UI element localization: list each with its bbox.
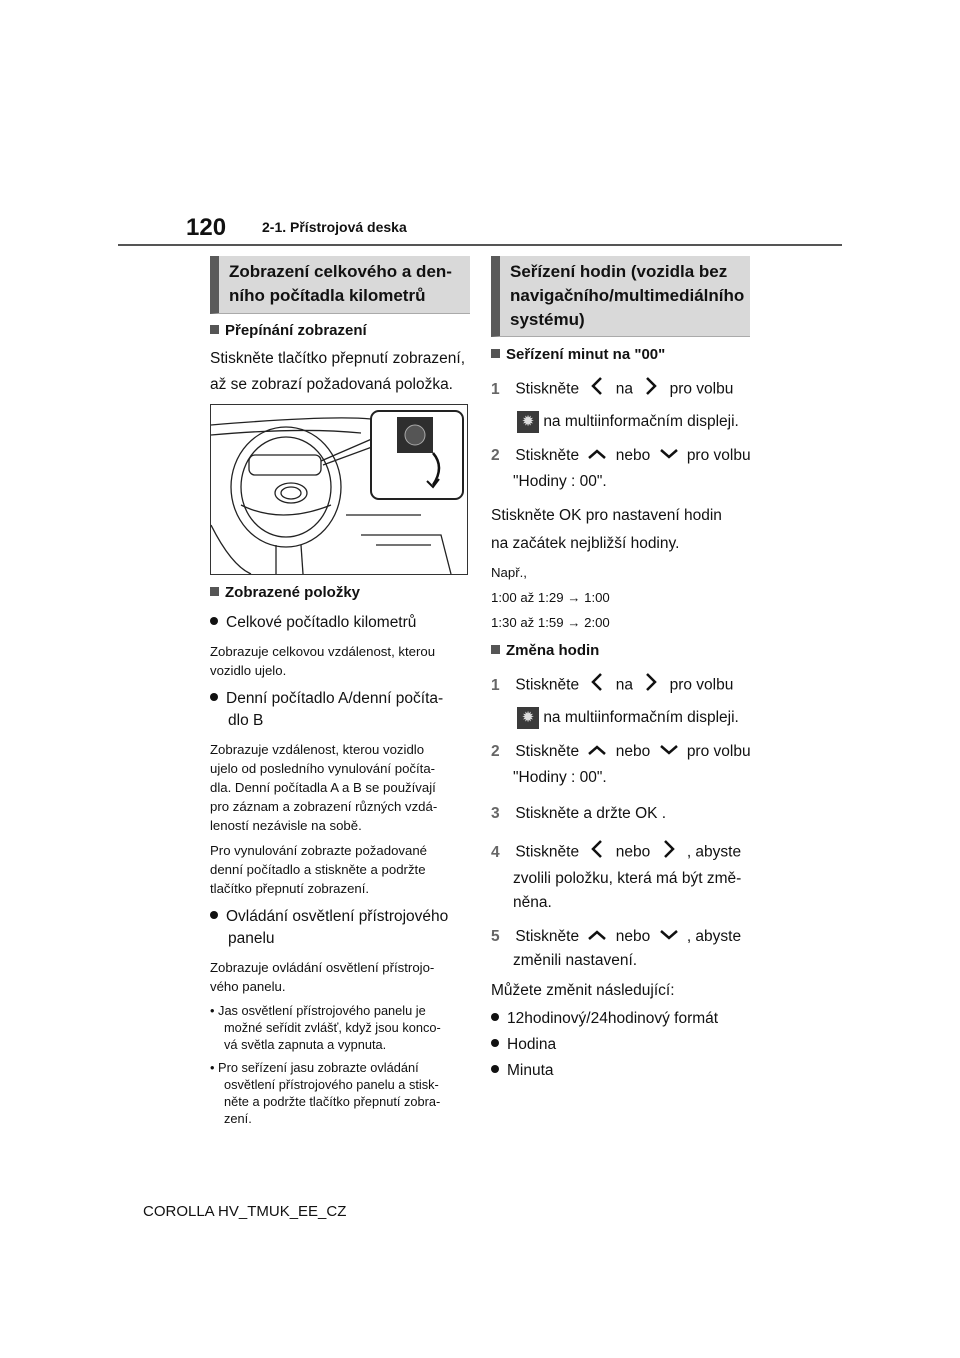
step-text: Stiskněte a držte OK . xyxy=(515,805,667,823)
list-item xyxy=(491,1034,759,1056)
square-bullet-icon xyxy=(210,325,219,334)
step-text: nebo xyxy=(615,447,651,465)
subheading-displayed-items-text: Zobrazené položky xyxy=(225,584,361,601)
trip-reset-line: Pro vynulování zobrazte požadované xyxy=(210,843,428,858)
example-label: Např., xyxy=(491,565,527,581)
trip-reset-line: tlačítko přepnutí zobrazení. xyxy=(210,881,370,896)
ok-paragraph-2: na začátek nejbližší hodiny. xyxy=(491,535,680,553)
right-column xyxy=(491,344,759,1082)
list-item-text: Minuta xyxy=(507,1062,554,1080)
subheading-set-minutes-text: Seřízení minut na "00" xyxy=(506,346,666,363)
right-heading-line2: navigačního/multimediálního xyxy=(510,286,745,305)
trip-desc xyxy=(210,740,472,835)
trip-desc-line: ujelo od posledního vynulování počíta- xyxy=(210,761,436,776)
change-step-4-line2: zvolili položku, která má být změ- xyxy=(513,870,742,888)
paragraph-switch-1: Stiskněte tlačítko přepnutí zobrazení, xyxy=(210,350,466,367)
note-line: vá světla zapnuta a vypnuta. xyxy=(224,1037,387,1052)
gear-icon: ✹ xyxy=(517,707,539,729)
bullet-icon xyxy=(210,911,218,919)
footer-model: COROLLA HV_TMUK_EE_CZ xyxy=(143,1203,347,1220)
right-heading xyxy=(491,256,750,337)
bullet-trip-meter-text: Denní počítadlo A/denní počíta- xyxy=(226,690,444,707)
chevron-up-icon xyxy=(583,445,611,467)
chevron-left-icon xyxy=(583,839,611,866)
list-item-text: Hodina xyxy=(507,1036,557,1054)
step-number: 1 xyxy=(491,380,500,398)
note-adjust: • Pro seřízení jasu zobrazte ovládání osvětlení přístrojového panelu a stisk- něte a podržte tlačítko přepnutí zobra- zení. xyxy=(210,1059,472,1127)
step-text: pro volbu xyxy=(686,743,751,761)
right-heading-line3: systému) xyxy=(510,310,585,329)
step-number: 4 xyxy=(491,843,500,861)
chevron-right-icon xyxy=(655,839,683,866)
paragraph-switch-2: až se zobrazí požadovaná položka. xyxy=(210,376,453,393)
chevron-down-icon xyxy=(655,926,683,948)
step-text: Stiskněte xyxy=(515,676,580,694)
gear-icon: ✹ xyxy=(517,411,539,433)
step-text: Stiskněte xyxy=(515,447,580,465)
bullet-icon xyxy=(210,693,218,701)
step-number: 2 xyxy=(491,447,500,465)
step-text: pro volbu xyxy=(669,676,734,694)
trip-desc-line: pro záznam a zobrazení různých vzdá- xyxy=(210,799,438,814)
square-bullet-icon xyxy=(491,645,500,654)
step-text: na multiinformačním displeji. xyxy=(543,709,739,727)
bullet-icon xyxy=(491,1065,499,1073)
subheading-displayed-items xyxy=(210,582,472,604)
step-2 xyxy=(491,445,759,467)
step-number: 3 xyxy=(491,805,500,823)
step-text: nebo xyxy=(615,928,651,946)
page-number: 120 xyxy=(186,214,227,241)
odometer-desc-1: Zobrazuje celkovou vzdálenost, kterou xyxy=(210,644,436,659)
illumination-desc-2: vého panelu. xyxy=(210,979,286,994)
bullet-illumination xyxy=(210,906,472,928)
left-column xyxy=(210,320,472,396)
trip-desc-line: dla. Denní počítadla A a B se používají xyxy=(210,780,436,795)
bullet-icon xyxy=(210,617,218,625)
change-step-5-line2: změnili nastavení. xyxy=(513,952,638,970)
step-text: nebo xyxy=(615,843,651,861)
bullet-illumination-text-2: panelu xyxy=(228,930,275,947)
list-item-text: 12hodinový/24hodinový formát xyxy=(507,1010,719,1028)
bullet-illumination-text: Ovládání osvětlení přístrojového xyxy=(226,908,449,925)
change-step-1-line2 xyxy=(491,707,759,729)
bullet-odometer-text: Celkové počítadlo kilometrů xyxy=(226,614,417,631)
change-step-2 xyxy=(491,741,759,763)
step-1-line2 xyxy=(491,411,759,433)
chevron-left-icon xyxy=(583,376,611,403)
dashboard-drawing xyxy=(211,405,467,574)
chevron-right-icon xyxy=(637,376,665,403)
step-text: pro volbu xyxy=(686,447,751,465)
note-line: Jas osvětlení přístrojového panelu je xyxy=(218,1003,426,1018)
bullet-trip-meter xyxy=(210,688,472,710)
step-text: , abyste xyxy=(686,843,742,861)
chevron-up-icon xyxy=(583,926,611,948)
trip-desc-line: Zobrazuje vzdálenost, kterou vozidlo xyxy=(210,742,425,757)
odometer-desc-2: vozidlo ujelo. xyxy=(210,663,287,678)
note-line: osvětlení přístrojového panelu a stisk- xyxy=(224,1077,439,1092)
bullet-icon xyxy=(491,1039,499,1047)
bullet-icon xyxy=(491,1013,499,1021)
step-number: 2 xyxy=(491,743,500,761)
step-text: Stiskněte xyxy=(515,743,580,761)
step-1 xyxy=(491,376,759,403)
note-line: Pro seřízení jasu zobrazte ovládání xyxy=(218,1060,419,1075)
note-line: zení. xyxy=(224,1111,252,1126)
list-item xyxy=(491,1008,759,1030)
example-1: 1:00 až 1:29 → 1:00 xyxy=(491,590,610,606)
step-text: Stiskněte xyxy=(515,928,580,946)
illumination-desc-1: Zobrazuje ovládání osvětlení přístrojo- xyxy=(210,960,435,975)
step-number: 1 xyxy=(491,676,500,694)
section-title: 2-1. Přístrojová deska xyxy=(262,219,407,235)
chevron-right-icon xyxy=(637,672,665,699)
subheading-set-minutes xyxy=(491,344,759,366)
subheading-change-clock-text: Změna hodin xyxy=(506,642,600,660)
square-bullet-icon xyxy=(210,587,219,596)
step-text: na xyxy=(615,380,633,398)
step-text: Stiskněte xyxy=(515,843,580,861)
step-text: Stiskněte xyxy=(515,380,580,398)
bullet-odometer xyxy=(210,612,472,634)
step-2-line2: "Hodiny : 00". xyxy=(513,473,607,491)
changeable-intro: Můžete změnit následující: xyxy=(491,982,675,1000)
example-2: 1:30 až 1:59 → 2:00 xyxy=(491,615,610,631)
right-heading-line1: Seřízení hodin (vozidla bez xyxy=(510,262,728,281)
change-step-4 xyxy=(491,839,759,866)
step-text: , abyste xyxy=(686,928,742,946)
ok-paragraph-1: Stiskněte OK pro nastavení hodin xyxy=(491,507,722,525)
chevron-down-icon xyxy=(655,741,683,763)
left-heading xyxy=(210,256,470,314)
step-text: na xyxy=(615,676,633,694)
chevron-left-icon xyxy=(583,672,611,699)
subheading-display-switch xyxy=(210,320,472,342)
chevron-down-icon xyxy=(655,445,683,467)
change-step-2-line2: "Hodiny : 00". xyxy=(513,769,607,787)
step-number: 5 xyxy=(491,928,500,946)
list-item xyxy=(491,1060,759,1082)
header-rule xyxy=(118,244,842,246)
change-step-3 xyxy=(491,803,759,825)
bullet-trip-meter-text-2: dlo B xyxy=(228,712,264,729)
left-heading-line1: Zobrazení celkového a den- xyxy=(229,262,452,281)
subheading-display-switch-text: Přepínání zobrazení xyxy=(225,322,367,339)
left-column-items xyxy=(210,582,472,1127)
change-step-1 xyxy=(491,672,759,699)
chevron-up-icon xyxy=(583,741,611,763)
square-bullet-icon xyxy=(491,349,500,358)
note-line: možné seřídit zvlášť, když jsou konco- xyxy=(224,1020,441,1035)
note-line: něte a podržte tlačítko přepnutí zobra- xyxy=(224,1094,441,1109)
trip-reset-line: denní počítadlo a stiskněte a podržte xyxy=(210,862,426,877)
step-text: pro volbu xyxy=(669,380,734,398)
left-heading-line2: ního počítadla kilometrů xyxy=(229,286,426,305)
subheading-change-clock xyxy=(491,640,759,662)
change-step-5 xyxy=(491,926,759,948)
trip-desc-line: leností nezávisle na sobě. xyxy=(210,818,362,833)
step-text: nebo xyxy=(615,743,651,761)
step-text: na multiinformačním displeji. xyxy=(543,413,739,431)
note-brightness: • Jas osvětlení přístrojového panelu je možné seřídit zvlášť, když jsou konco- vá světla zapnuta a vypnuta. xyxy=(210,1002,472,1053)
trip-reset-desc xyxy=(210,841,472,898)
change-step-4-line3: něna. xyxy=(513,894,552,912)
instrument-panel-illustration xyxy=(210,404,468,575)
